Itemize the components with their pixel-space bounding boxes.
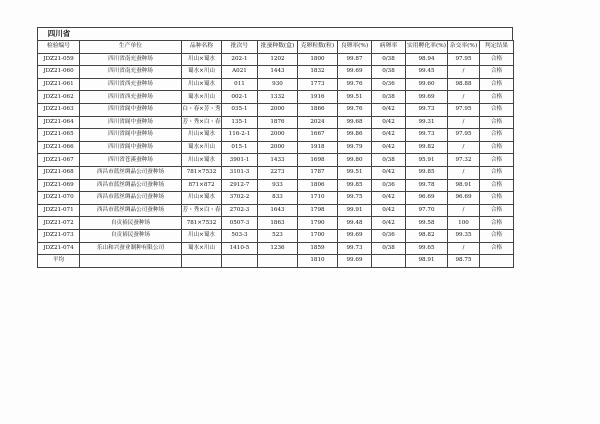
cell-boxes: 1236 [258,242,298,255]
table-row [38,204,514,217]
cell-result: 合格 [480,192,514,205]
cell-eggs-per-gram: 1859 [298,242,338,255]
cell-boxes: 1876 [258,116,298,129]
cell-disease-rate: 0/38 [372,66,406,79]
cell-batch: 202-1 [222,53,258,66]
cell-hatch-rate: 98.82 [406,229,448,242]
cell-hybrid-rate: / [448,166,480,179]
cell-hybrid-rate: 98.88 [448,78,480,91]
col-header-hatch-rate: 实用孵化率(%) [406,41,448,54]
cell-id: JDZ21-061 [38,78,80,91]
cell-boxes: 2000 [258,103,298,116]
cell-result: 合格 [480,154,514,167]
table-row [38,116,514,129]
table-row [38,154,514,167]
cell-producer: 四川省苍溪蚕种场 [80,154,182,167]
cell-id: JDZ21-073 [38,229,80,242]
cell-hatch-rate: 99.85 [406,166,448,179]
col-header-id: 检验编号 [38,41,80,54]
cell-producer: 四川省西充蚕种场 [80,91,182,104]
cell-batch: 3702-2 [222,192,258,205]
average-cell-disease-rate [372,255,406,268]
cell-result: 合格 [480,53,514,66]
cell-result: 合格 [480,204,514,217]
col-header-result: 判定结果 [480,41,514,54]
cell-disease-rate: 0/42 [372,192,406,205]
cell-batch: 011 [222,78,258,91]
cell-producer: 四川省阆中蚕种场 [80,103,182,116]
cell-id: JDZ21-064 [38,116,80,129]
cell-boxes: 833 [258,192,298,205]
cell-good-egg-rate: 99.69 [338,66,372,79]
cell-hatch-rate: 95.91 [406,154,448,167]
cell-result: 合格 [480,103,514,116]
cell-result: 合格 [480,166,514,179]
cell-boxes: 2000 [258,129,298,142]
cell-batch: 503-3 [222,229,258,242]
cell-boxes: 2273 [258,166,298,179]
cell-good-egg-rate: 99.51 [338,91,372,104]
cell-variety: 川山×蜀水 [182,229,222,242]
cell-hybrid-rate: 96.69 [448,192,480,205]
cell-boxes: 1643 [258,204,298,217]
cell-variety: 蜀水×川山 [182,141,222,154]
table-row [38,141,514,154]
cell-good-egg-rate: 99.51 [338,166,372,179]
cell-eggs-per-gram: 1798 [298,204,338,217]
cell-result: 合格 [480,91,514,104]
cell-hybrid-rate: / [448,91,480,104]
cell-id: JDZ21-072 [38,217,80,230]
cell-variety: 川山×蜀水 [182,129,222,142]
cell-hybrid-rate: 97.95 [448,103,480,116]
cell-hatch-rate: 99.31 [406,116,448,129]
cell-batch: 116-2-1 [222,129,258,142]
cell-eggs-per-gram: 1918 [298,141,338,154]
cell-id: JDZ21-062 [38,91,80,104]
cell-good-egg-rate: 99.76 [338,103,372,116]
cell-eggs-per-gram: 1667 [298,129,338,142]
table-row [38,129,514,142]
cell-batch: A021 [222,66,258,79]
table-row [38,103,514,116]
cell-good-egg-rate: 99.86 [338,129,372,142]
col-header-good-egg-rate: 良卵率(%) [338,41,372,54]
cell-boxes: 933 [258,179,298,192]
cell-id: JDZ21-071 [38,204,80,217]
cell-eggs-per-gram: 1773 [298,78,338,91]
cell-producer: 四川省阆中蚕种场 [80,129,182,142]
cell-disease-rate: 0/36 [372,229,406,242]
cell-eggs-per-gram: 1866 [298,103,338,116]
cell-eggs-per-gram: 1916 [298,91,338,104]
cell-boxes: 930 [258,78,298,91]
cell-boxes: 1332 [258,91,298,104]
cell-id: JDZ21-066 [38,141,80,154]
cell-producer: 西昌市蓝丝绸晶公司蚕种场 [80,166,182,179]
cell-variety: 川山×蜀水 [182,78,222,91]
cell-id: JDZ21-069 [38,179,80,192]
cell-hatch-rate: 99.73 [406,103,448,116]
cell-id: JDZ21-063 [38,103,80,116]
average-cell-boxes [258,255,298,268]
cell-good-egg-rate: 99.80 [338,154,372,167]
average-cell-hybrid-rate: 98.75 [448,255,480,268]
cell-hybrid-rate: / [448,66,480,79]
average-cell-eggs-per-gram: 1810 [298,255,338,268]
col-header-batch: 批次号 [222,41,258,54]
cell-hatch-rate: 98.94 [406,53,448,66]
cell-producer: 四川省阆中蚕种场 [80,116,182,129]
cell-result: 合格 [480,129,514,142]
cell-disease-rate: 0/42 [372,129,406,142]
average-label: 平均 [38,255,80,268]
average-cell-good-egg-rate: 99.69 [338,255,372,268]
cell-producer: 四川省西充蚕种场 [80,78,182,91]
cell-hybrid-rate: / [448,141,480,154]
inspection-table [37,40,514,268]
cell-good-egg-rate: 99.68 [338,116,372,129]
cell-batch: 002-1 [222,91,258,104]
cell-result: 合格 [480,66,514,79]
average-row [38,255,514,268]
table-row [38,217,514,230]
cell-producer: 自贡裕民蚕种场 [80,229,182,242]
col-header-variety: 品种名称 [182,41,222,54]
cell-good-egg-rate: 99.73 [338,242,372,255]
table-row [38,91,514,104]
cell-disease-rate: 0/36 [372,179,406,192]
cell-hatch-rate: 96.69 [406,192,448,205]
cell-disease-rate: 0/38 [372,91,406,104]
province-header-frame [37,27,513,40]
cell-hatch-rate: 99.82 [406,141,448,154]
cell-hatch-rate: 99.45 [406,66,448,79]
cell-hatch-rate: 99.73 [406,129,448,142]
cell-disease-rate: 0/36 [372,78,406,91]
cell-variety: 871×872 [182,179,222,192]
cell-variety: 川山×蜀水 [182,192,222,205]
cell-id: JDZ21-067 [38,154,80,167]
col-header-eggs-per-gram: 克卵粒数(粒) [298,41,338,54]
cell-eggs-per-gram: 1698 [298,154,338,167]
col-header-boxes: 批蚕种数(盒) [258,41,298,54]
cell-producer: 四川省南充蚕种场 [80,53,182,66]
cell-disease-rate: 0/42 [372,141,406,154]
cell-variety: 781×7532 [182,217,222,230]
cell-good-egg-rate: 99.91 [338,204,372,217]
cell-batch: 135-1 [222,116,258,129]
cell-id: JDZ21-068 [38,166,80,179]
cell-batch: 1410-5 [222,242,258,255]
cell-hatch-rate: 99.65 [406,242,448,255]
cell-producer: 西昌市蓝丝绸晶公司蚕种场 [80,192,182,205]
table-row [38,229,514,242]
cell-disease-rate: 0/38 [372,154,406,167]
cell-variety: 芳・秀×白・春 [182,116,222,129]
cell-eggs-per-gram: 1787 [298,166,338,179]
table-row [38,66,514,79]
cell-producer: 自贡裕民蚕种场 [80,217,182,230]
table-row [38,242,514,255]
cell-batch: 2912-7 [222,179,258,192]
cell-batch: 0507-3 [222,217,258,230]
cell-result: 合格 [480,116,514,129]
cell-hybrid-rate: 97.95 [448,129,480,142]
table-row [38,192,514,205]
cell-boxes: 1433 [258,154,298,167]
cell-good-egg-rate: 99.75 [338,192,372,205]
cell-result: 合格 [480,229,514,242]
cell-disease-rate: 0/42 [372,166,406,179]
cell-result: 合格 [480,179,514,192]
cell-hybrid-rate: / [448,116,480,129]
col-header-disease-rate: 病卵率 [372,41,406,54]
cell-boxes: 1443 [258,66,298,79]
cell-disease-rate: 0/42 [372,103,406,116]
cell-result: 合格 [480,78,514,91]
cell-hybrid-rate: 97.32 [448,154,480,167]
cell-producer: 西昌市蓝丝绸晶公司蚕种场 [80,204,182,217]
table-row [38,179,514,192]
cell-variety: 781×7532 [182,166,222,179]
cell-variety: 芳・秀×白・春 [182,204,222,217]
cell-id: JDZ21-060 [38,66,80,79]
cell-good-egg-rate: 99.76 [338,78,372,91]
average-cell-producer [80,255,182,268]
cell-eggs-per-gram: 1710 [298,192,338,205]
cell-hatch-rate: 99.60 [406,78,448,91]
cell-boxes: 2000 [258,141,298,154]
cell-producer: 乐山和兴蚕业制种有限公司 [80,242,182,255]
cell-boxes: 1863 [258,217,298,230]
cell-variety: 白・春×芳・秀 [182,103,222,116]
cell-disease-rate: 0/38 [372,53,406,66]
cell-producer: 四川省南充蚕种场 [80,66,182,79]
cell-hatch-rate: 99.58 [406,217,448,230]
cell-hybrid-rate: 99.35 [448,229,480,242]
cell-good-egg-rate: 99.79 [338,141,372,154]
cell-disease-rate: 0/42 [372,217,406,230]
cell-result: 合格 [480,242,514,255]
cell-disease-rate: 0/42 [372,204,406,217]
cell-hybrid-rate: / [448,204,480,217]
cell-boxes: 1202 [258,53,298,66]
province-title: 四川省 [47,29,71,38]
cell-good-egg-rate: 99.48 [338,217,372,230]
col-header-producer: 生产单位 [80,41,182,54]
average-cell-batch [222,255,258,268]
cell-producer: 四川省阆中蚕种场 [80,141,182,154]
cell-disease-rate: 0/42 [372,116,406,129]
cell-batch: 3101-3 [222,166,258,179]
cell-hatch-rate: 99.78 [406,179,448,192]
cell-eggs-per-gram: 1700 [298,229,338,242]
cell-batch: 015-1 [222,141,258,154]
cell-result: 合格 [480,141,514,154]
cell-good-egg-rate: 99.69 [338,229,372,242]
table-row [38,166,514,179]
cell-eggs-per-gram: 1800 [298,53,338,66]
cell-batch: 3901-1 [222,154,258,167]
cell-hatch-rate: 97.70 [406,204,448,217]
average-cell-variety [182,255,222,268]
cell-variety: 蜀水×川山 [182,91,222,104]
cell-variety: 蜀水×川山 [182,66,222,79]
cell-hatch-rate: 99.69 [406,91,448,104]
cell-eggs-per-gram: 1790 [298,217,338,230]
cell-eggs-per-gram: 1832 [298,66,338,79]
cell-id: JDZ21-070 [38,192,80,205]
cell-eggs-per-gram: 2024 [298,116,338,129]
cell-variety: 蜀水×川山 [182,242,222,255]
cell-hybrid-rate: / [448,242,480,255]
cell-id: JDZ21-059 [38,53,80,66]
table-row [38,53,514,66]
col-header-hybrid-rate: 杂交率(%) [448,41,480,54]
cell-boxes: 523 [258,229,298,242]
cell-producer: 西昌市蓝丝绸晶公司蚕种场 [80,179,182,192]
cell-result: 合格 [480,217,514,230]
cell-id: JDZ21-074 [38,242,80,255]
cell-variety: 川山×蜀水 [182,154,222,167]
cell-hybrid-rate: 97.95 [448,53,480,66]
cell-hybrid-rate: 98.91 [448,179,480,192]
cell-disease-rate: 0/38 [372,242,406,255]
cell-hybrid-rate: 100 [448,217,480,230]
table-header-row [38,41,514,54]
table-row [38,78,514,91]
cell-id: JDZ21-065 [38,129,80,142]
cell-batch: 2702-3 [222,204,258,217]
average-cell-result [480,255,514,268]
cell-variety: 川山×蜀水 [182,53,222,66]
cell-batch: 035-1 [222,103,258,116]
average-cell-hatch-rate: 98.91 [406,255,448,268]
cell-good-egg-rate: 99.87 [338,53,372,66]
cell-eggs-per-gram: 1806 [298,179,338,192]
cell-good-egg-rate: 99.85 [338,179,372,192]
